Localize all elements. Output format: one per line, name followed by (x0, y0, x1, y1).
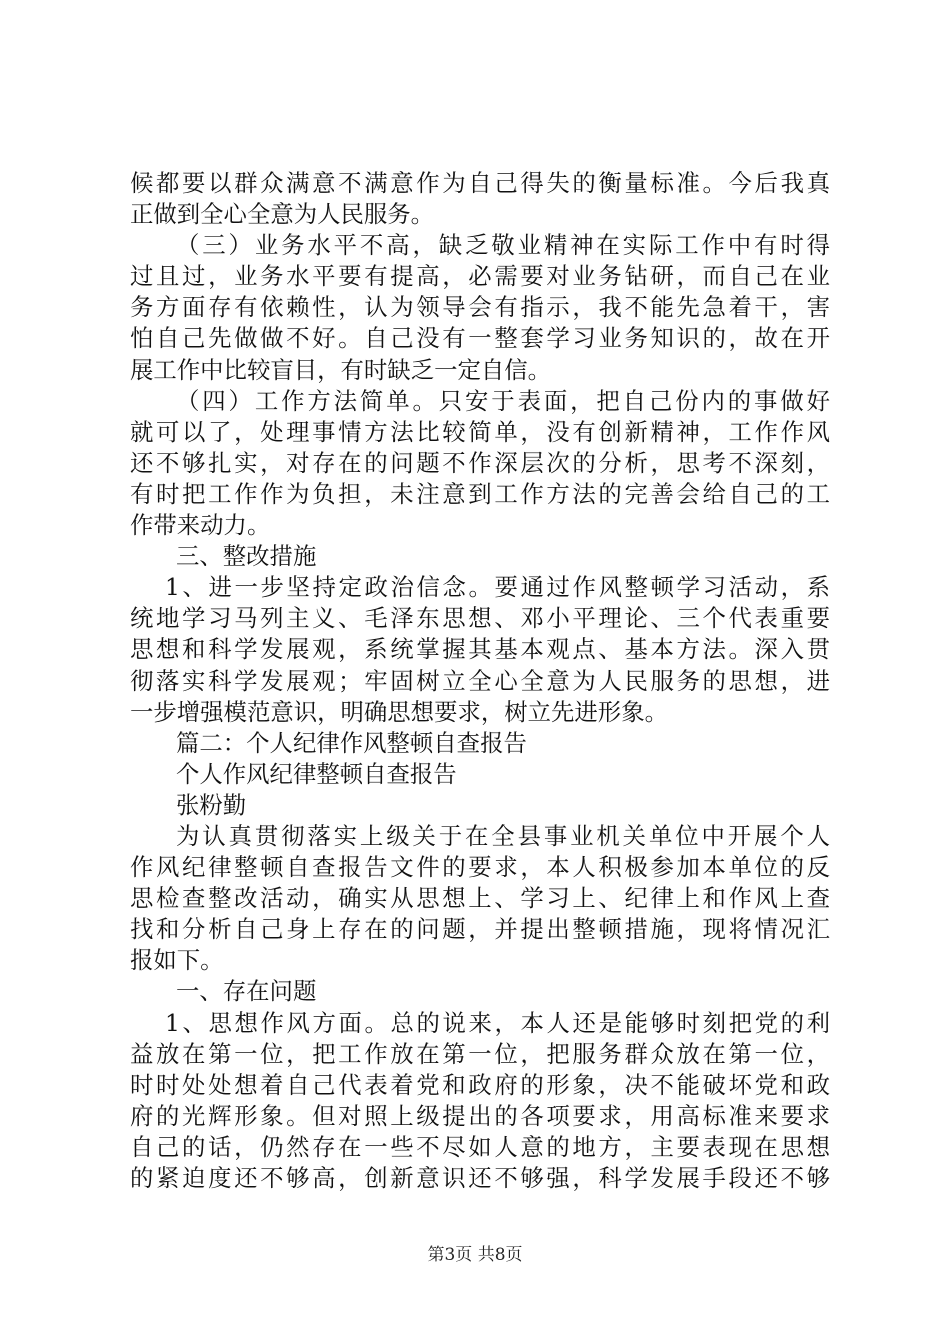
text-line: 1、思想作风方面。总的说来，本人还是能够时刻把党的利 (165, 1008, 830, 1037)
text-line: 三、整改措施 (176, 542, 317, 571)
text-line: （四）工作方法简单。只安于表面，把自己份内的事做好 (176, 386, 830, 415)
text-line: 彻落实科学发展观；牢固树立全心全意为人民服务的思想，进 (130, 666, 830, 695)
page-footer: 第3页 共8页 (427, 1245, 523, 1265)
text-line: 怕自己先做做不好。自己没有一整套学习业务知识的，故在开 (130, 324, 830, 353)
text-line: 统地学习马列主义、毛泽东思想、邓小平理论、三个代表重要 (130, 604, 830, 633)
text-line: 有时把工作作为负担，未注意到工作方法的完善会给自己的工 (130, 479, 830, 508)
text-line: 时时处处想着自己代表着党和政府的形象，决不能破坏党和政 (130, 1070, 830, 1099)
text-line: 篇二：个人纪律作风整顿自查报告 (176, 728, 527, 757)
text-line: 展工作中比较盲目，有时缺乏一定自信。 (130, 355, 552, 384)
text-line: 一、存在问题 (176, 977, 317, 1006)
document-body (130, 168, 830, 1194)
text-line: 为认真贯彻落实上级关于在全县事业机关单位中开展个人 (176, 821, 830, 850)
text-line: 府的光辉形象。但对照上级提出的各项要求，用高标准来要求 (130, 1101, 830, 1130)
text-line: 思想和科学发展观，系统掌握其基本观点、基本方法。深入贯 (130, 635, 830, 664)
text-line: 个人作风纪律整顿自查报告 (176, 759, 457, 788)
text-line: 思检查整改活动，确实从思想上、学习上、纪律上和作风上查 (130, 884, 830, 913)
text-line: 作带来动力。 (130, 511, 271, 540)
text-line: 候都要以群众满意不满意作为自己得失的衡量标准。今后我真 (130, 169, 830, 197)
text-line: （三）业务水平不高，缺乏敬业精神在实际工作中有时得 (176, 231, 830, 260)
text-line: 报如下。 (130, 946, 224, 975)
text-line: 作风纪律整顿自查报告文件的要求，本人积极参加本单位的反 (130, 853, 830, 882)
text-line: 还不够扎实，对存在的问题不作深层次的分析，思考不深刻， (130, 448, 830, 477)
text-line: 务方面存有依赖性，认为领导会有指示，我不能先急着干，害 (130, 293, 830, 322)
text-line: 益放在第一位，把工作放在第一位，把服务群众放在第一位， (130, 1039, 830, 1068)
text-line: 正做到全心全意为人民服务。 (130, 200, 435, 229)
text-line: 的紧迫度还不够高，创新意识还不够强，科学发展手段还不够 (130, 1164, 830, 1192)
text-line: 找和分析自己身上存在的问题，并提出整顿措施，现将情况汇 (130, 915, 830, 944)
text-line: 一步增强模范意识，明确思想要求，树立先进形象。 (130, 697, 668, 726)
text-line: 张粉勤 (176, 790, 247, 819)
text-line: 自己的话，仍然存在一些不尽如人意的地方，主要表现在思想 (130, 1132, 830, 1161)
text-line: 过且过，业务水平要有提高，必需要对业务钻研，而自己在业 (130, 262, 830, 291)
text-line: 就可以了，处理事情方法比较简单，没有创新精神，工作作风 (130, 417, 830, 446)
text-line: 1、进一步坚持定政治信念。要通过作风整顿学习活动，系 (165, 573, 830, 602)
